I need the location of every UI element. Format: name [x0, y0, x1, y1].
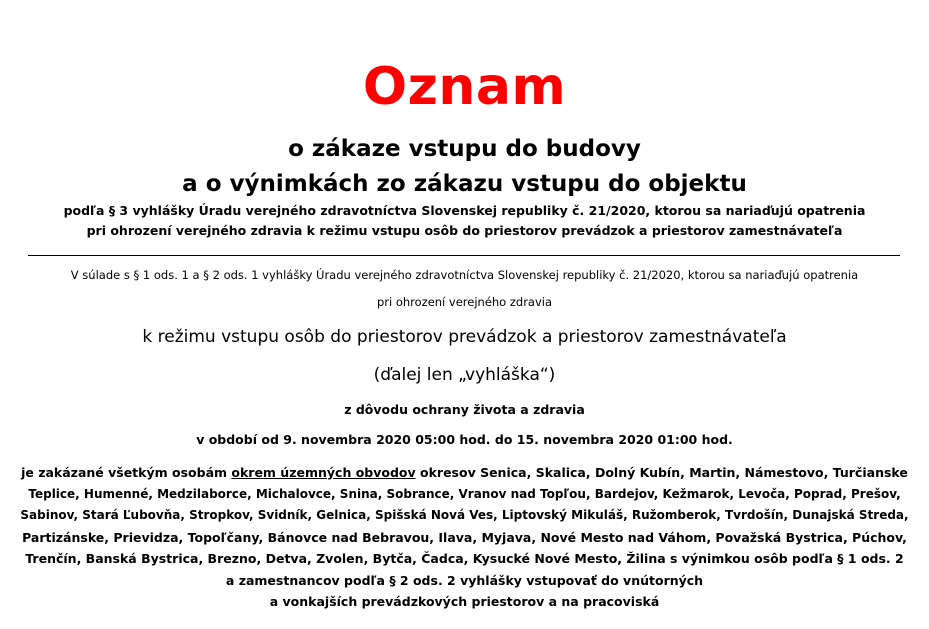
paragraph-line-3: Sabinov, Stará Ľubovňa, Stropkov, Svidník, Gelnica, Spišská Nová Ves, Liptovský Mikuláš, Ružomberok, Tvrdošín, Dunajská Streda, — [20, 508, 909, 522]
paragraph-line-1-end: okresov Senica, Skalica, Dolný Kubín, Martin, Námestovo, Turčianske — [415, 465, 908, 480]
paragraph-line-4: Partizánske, Prievidza, Topoľčany, Bánovce nad Bebravou, Ilava, Myjava, Nové Mesto nad Váhom, Považská Bystrica, Púchov, — [22, 529, 907, 545]
intro-line-1: V súlade s § 1 ods. 1 a § 2 ods. 1 vyhlášky Úradu verejného zdravotníctva Slovenskej republiky č. 21/2020, ktorou sa nariaďujú opatrenia — [70, 268, 859, 282]
subtitle-line-1: o zákaze vstupu do budovy — [288, 136, 641, 162]
paragraph-line-1 — [20, 462, 909, 484]
paragraph-line-2: Teplice, Humenné, Medzilaborce, Michalovce, Snina, Sobrance, Vranov nad Topľou, Bardejov, Kežmarok, Levoča, Poprad, Prešov, — [28, 486, 901, 501]
reason-line: z dôvodu ochrany života a zdravia — [344, 402, 585, 417]
prohibition-paragraph — [20, 462, 909, 613]
paragraph-line-7: a vonkajších prevádzkových priestorov a na pracoviská — [269, 594, 660, 609]
underlined-exception-text: okrem územných obvodov — [231, 465, 416, 480]
paragraph-line-5: Trenčín, Banská Bystrica, Brezno, Detva, Zvolen, Bytča, Čadca, Kysucké Nové Mesto, Žilina s výnimkou osôb podľa § 1 ods. 2 — [25, 551, 904, 566]
notice-title: Oznam — [362, 57, 567, 117]
paragraph-line-1-start: je zakázané všetkým osobám — [21, 465, 232, 480]
paragraph-line-6: a zamestnancov podľa § 2 ods. 2 vyhlášky vstupovať do vnútorných — [225, 572, 704, 588]
legal-basis-line-2: pri ohrození verejného zdravia k režimu vstupu osôb do priestorov prevádzok a priestorov zamestnávateľa — [86, 223, 843, 238]
horizontal-divider — [28, 255, 900, 256]
subtitle-line-2: a o výnimkách zo zákazu vstupu do objektu — [182, 171, 747, 197]
abbreviation-line: (ďalej len „vyhláška“) — [373, 365, 556, 385]
regime-line: k režimu vstupu osôb do priestorov prevádzok a priestorov zamestnávateľa — [142, 327, 787, 347]
legal-basis-line-1: podľa § 3 vyhlášky Úradu verejného zdravotníctva Slovenskej republiky č. 21/2020, ktorou sa nariaďujú opatrenia — [63, 203, 866, 218]
intro-line-2: pri ohrození verejného zdravia — [376, 295, 553, 309]
period-line: v období od 9. novembra 2020 05:00 hod. do 15. novembra 2020 01:00 hod. — [196, 432, 733, 447]
